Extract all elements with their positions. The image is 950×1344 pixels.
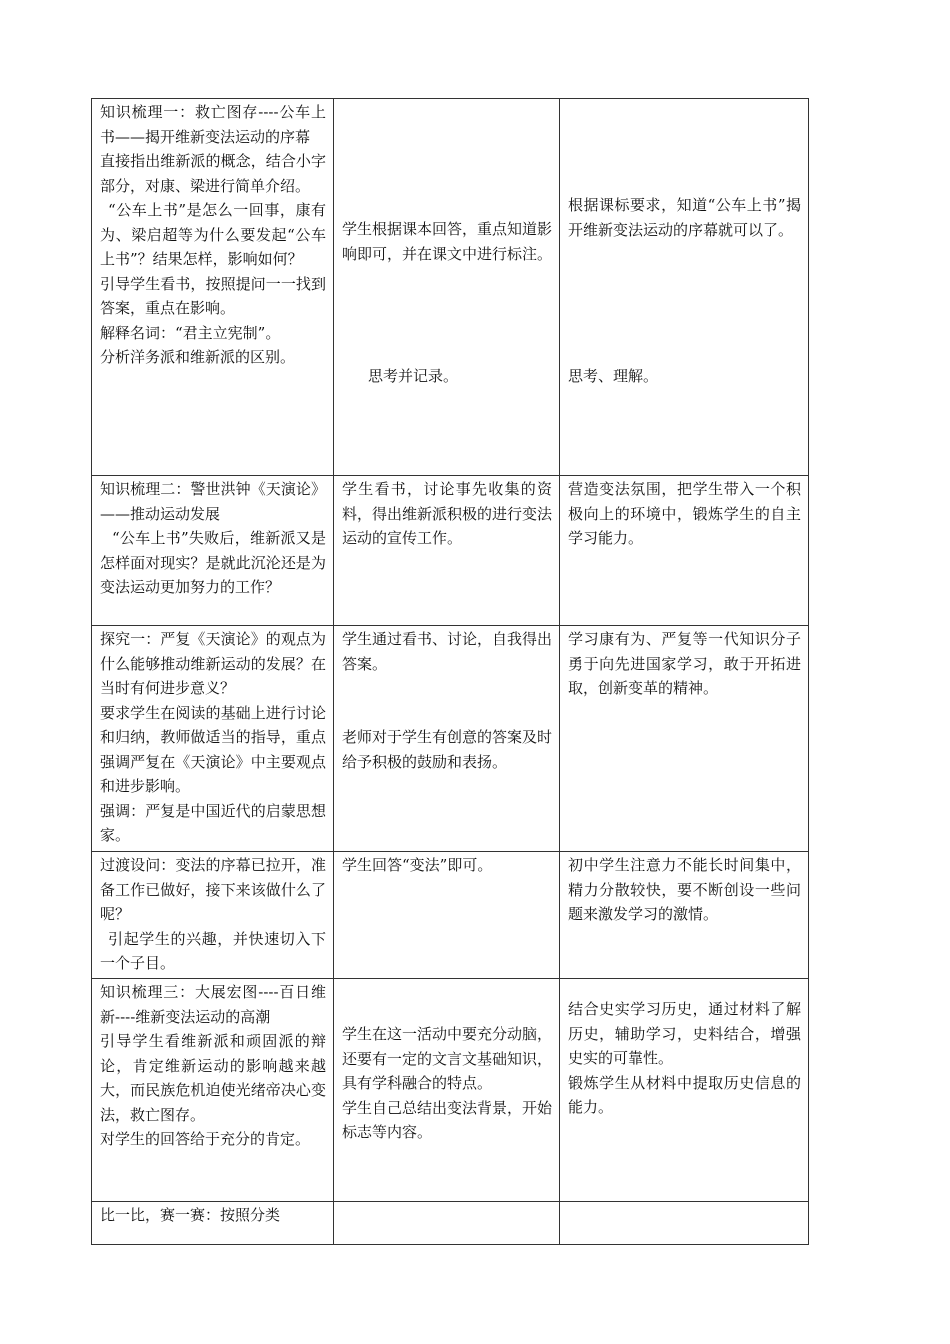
paragraph: 学生在这一活动中要充分动脑，还要有一定的文言文基础知识，具有学科融合的特点。 <box>342 1025 553 1092</box>
paragraph: 解释名词：“君主立宪制”。 <box>100 323 281 342</box>
paragraph: 结合史实学习历史，通过材料了解历史，辅助学习，史料结合，增强史实的可靠性。 <box>568 1000 801 1067</box>
paragraph: 学生通过看书、讨论，自我得出答案。 <box>342 630 553 673</box>
paragraph: 思考并记录。 <box>368 367 459 385</box>
student-activity-cell <box>334 1202 560 1245</box>
paragraph: 强调：严复是中国近代的启蒙思想家。 <box>100 801 326 844</box>
paragraph: 学生自己总结出变法背景，开始标志等内容。 <box>342 1098 553 1141</box>
paragraph: 引导学生看维新派和顽固派的辩论，肯定维新运动的影响越来越大，而民族危机迫使光绪帝决心变法，救亡图存。 <box>100 1032 326 1124</box>
table-row <box>92 626 809 852</box>
table-row <box>92 852 809 979</box>
lesson-plan-table <box>91 98 809 1245</box>
paragraph: “公车上书”是怎么一回事，康有为、梁启超等为什么要发起“公车上书”？结果怎样，影响如何？ <box>100 201 326 268</box>
paragraph: 学习康有为、严复等一代知识分子勇于向先进国家学习，敢于开拓进取，创新变革的精神。 <box>568 630 801 697</box>
paragraph: 学生回答“变法”即可。 <box>342 856 493 874</box>
paragraph: 锻炼学生从材料中提取历史信息的能力。 <box>568 1073 801 1116</box>
design-intent-cell <box>560 99 809 476</box>
paragraph: 引导学生看书，按照提问一一找到答案，重点在影响。 <box>100 274 326 317</box>
paragraph: 引起学生的兴趣，并快速切入下一个子目。 <box>100 929 326 972</box>
section-heading: 知识梳理三：大展宏图----百日维新----维新变法运动的高潮 <box>100 983 326 1026</box>
paragraph: 对学生的回答给于充分的肯定。 <box>100 1130 311 1148</box>
paragraph: 分析洋务派和维新派的区别。 <box>100 348 296 366</box>
paragraph: 初中学生注意力不能长时间集中，精力分散较快，要不断创设一些问题来激发学习的激情。 <box>568 856 801 923</box>
teacher-activity-cell <box>92 626 334 852</box>
paragraph: 老师对于学生有创意的答案及时给予积极的鼓励和表扬。 <box>342 728 553 771</box>
paragraph: 学生根据课本回答，重点知道影响即可，并在课文中进行标注。 <box>342 220 553 263</box>
paragraph: 思考、理解。 <box>568 367 659 385</box>
paragraph: 根据课标要求，知道“公车上书”揭开维新变法运动的序幕就可以了。 <box>568 196 801 239</box>
table-row <box>92 476 809 626</box>
section-heading: 知识梳理一：救亡图存----公车上书——揭开维新变法运动的序幕 <box>100 103 326 146</box>
section-heading: 过渡设问：变法的序幕已拉开，准备工作已做好，接下来该做什么了呢？ <box>100 856 326 923</box>
paragraph: 学生看书，讨论事先收集的资料，得出维新派积极的进行变法运动的宣传工作。 <box>342 480 553 547</box>
teacher-activity-cell <box>92 852 334 979</box>
paragraph: 直接指出维新派的概念，结合小字部分，对康、梁进行简单介绍。 <box>100 152 326 195</box>
design-intent-cell <box>560 1202 809 1245</box>
design-intent-cell <box>560 979 809 1202</box>
student-activity-cell <box>334 979 560 1202</box>
student-activity-cell <box>334 99 560 476</box>
section-heading: 探究一：严复《天演论》的观点为什么能够推动维新运动的发展？在当时有何进步意义？ <box>100 630 326 697</box>
teacher-activity-cell <box>92 979 334 1202</box>
student-activity-cell <box>334 476 560 626</box>
student-activity-cell <box>334 852 560 979</box>
paragraph: 要求学生在阅读的基础上进行讨论和归纳，教师做适当的指导，重点强调严复在《天演论》中主要观点和进步影响。 <box>100 703 326 795</box>
teacher-activity-cell <box>92 99 334 476</box>
design-intent-cell <box>560 476 809 626</box>
section-heading: 知识梳理二：警世洪钟《天演论》——推动运动发展 <box>100 480 326 523</box>
table-row <box>92 979 809 1202</box>
teacher-activity-cell <box>92 1202 334 1245</box>
paragraph: “公车上书”失败后，维新派又是怎样面对现实？是就此沉沦还是为变法运动更加努力的工作？ <box>100 529 326 596</box>
table-row <box>92 99 809 476</box>
table-row <box>92 1202 809 1245</box>
student-activity-cell <box>334 626 560 852</box>
paragraph: 营造变法氛围，把学生带入一个积极向上的环境中，锻炼学生的自主学习能力。 <box>568 480 801 547</box>
section-heading: 比一比，赛一赛：按照分类 <box>100 1206 281 1224</box>
design-intent-cell <box>560 852 809 979</box>
design-intent-cell <box>560 626 809 852</box>
teacher-activity-cell <box>92 476 334 626</box>
